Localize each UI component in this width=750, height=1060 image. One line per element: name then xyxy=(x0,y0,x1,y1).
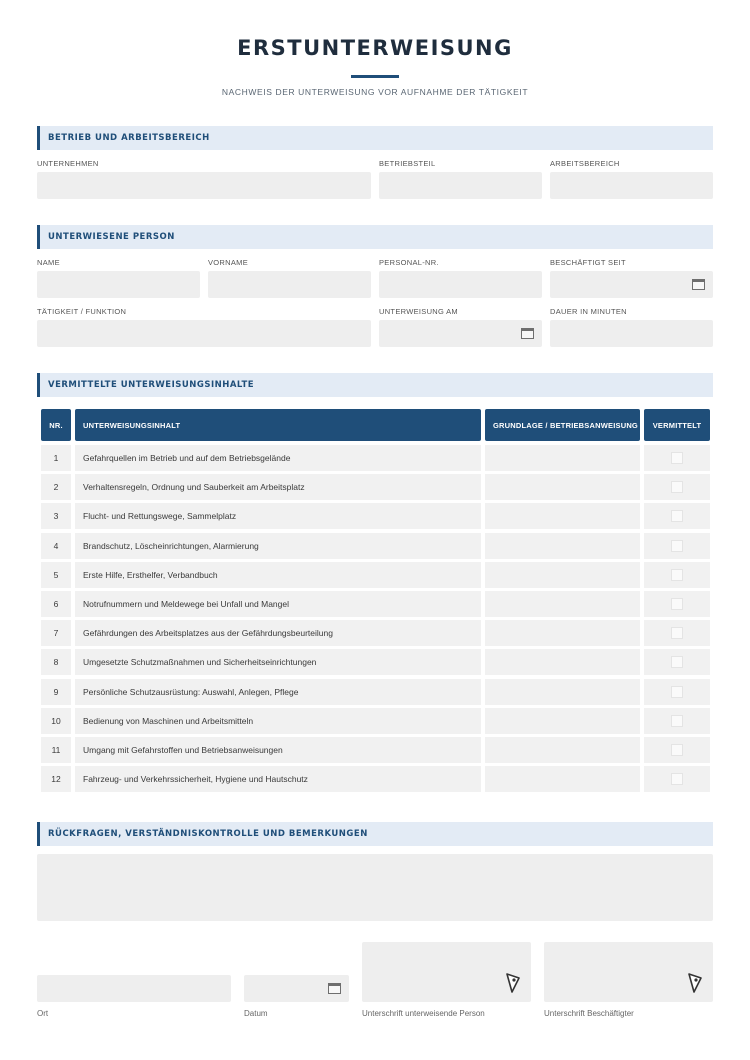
vermittelt-cell xyxy=(644,562,710,588)
label-dauer: DAUER IN MINUTEN xyxy=(550,307,627,316)
grundlage-field[interactable] xyxy=(485,737,640,763)
label-name: NAME xyxy=(37,258,60,267)
row-number: 12 xyxy=(41,766,71,792)
row-number: 5 xyxy=(41,562,71,588)
row-number: 8 xyxy=(41,649,71,675)
vermittelt-checkbox[interactable] xyxy=(671,510,683,522)
ort-field[interactable] xyxy=(37,975,231,1002)
label-unterweisung-am: UNTERWEISUNG AM xyxy=(379,307,458,316)
pen-icon xyxy=(505,972,521,994)
vermittelt-cell xyxy=(644,591,710,617)
calendar-icon[interactable] xyxy=(328,983,341,994)
section-header-inhalte xyxy=(37,373,713,397)
row-content: Gefahrquellen im Betrieb und auf dem Betriebsgelände xyxy=(75,445,481,471)
vermittelt-checkbox[interactable] xyxy=(671,773,683,785)
grundlage-field[interactable] xyxy=(485,474,640,500)
vermittelt-cell xyxy=(644,737,710,763)
vermittelt-cell xyxy=(644,503,710,529)
row-number: 1 xyxy=(41,445,71,471)
row-number: 9 xyxy=(41,679,71,705)
betriebsteil-field[interactable] xyxy=(379,172,542,199)
pen-icon xyxy=(687,972,703,994)
dauer-field[interactable] xyxy=(550,320,713,347)
vermittelt-cell xyxy=(644,708,710,734)
vermittelt-checkbox[interactable] xyxy=(671,744,683,756)
row-content: Verhaltensregeln, Ordnung und Sauberkeit am Arbeitsplatz xyxy=(75,474,481,500)
vermittelt-checkbox[interactable] xyxy=(671,686,683,698)
grundlage-field[interactable] xyxy=(485,591,640,617)
signature-pad-beschaeftigter[interactable] xyxy=(544,942,713,1002)
row-content: Bedienung von Maschinen und Arbeitsmitteln xyxy=(75,708,481,734)
name-field[interactable] xyxy=(37,271,200,298)
label-datum: Datum xyxy=(244,1009,268,1018)
row-content: Umgang mit Gefahrstoffen und Betriebsanweisungen xyxy=(75,737,481,763)
vermittelt-cell xyxy=(644,679,710,705)
calendar-icon[interactable] xyxy=(521,328,534,339)
section-title: UNTERWIESENE PERSON xyxy=(48,232,175,242)
vermittelt-cell xyxy=(644,766,710,792)
row-content: Gefährdungen des Arbeitsplatzes aus der Gefährdungsbeurteilung xyxy=(75,620,481,646)
grundlage-field[interactable] xyxy=(485,766,640,792)
grundlage-field[interactable] xyxy=(485,708,640,734)
vermittelt-checkbox[interactable] xyxy=(671,627,683,639)
row-number: 10 xyxy=(41,708,71,734)
vermittelt-cell xyxy=(644,649,710,675)
vermittelt-checkbox[interactable] xyxy=(671,715,683,727)
vermittelt-checkbox[interactable] xyxy=(671,452,683,464)
vermittelt-cell xyxy=(644,533,710,559)
row-number: 3 xyxy=(41,503,71,529)
grundlage-field[interactable] xyxy=(485,503,640,529)
signature-pad-unterweisend[interactable] xyxy=(362,942,531,1002)
vermittelt-checkbox[interactable] xyxy=(671,656,683,668)
row-content: Persönliche Schutzausrüstung: Auswahl, Anlegen, Pflege xyxy=(75,679,481,705)
grundlage-field[interactable] xyxy=(485,533,640,559)
bemerkungen-textarea[interactable] xyxy=(37,854,713,921)
title-underline xyxy=(351,75,399,78)
section-title: BETRIEB UND ARBEITSBEREICH xyxy=(48,133,210,143)
label-betriebsteil: BETRIEBSTEIL xyxy=(379,159,436,168)
row-content: Erste Hilfe, Ersthelfer, Verbandbuch xyxy=(75,562,481,588)
arbeitsbereich-field[interactable] xyxy=(550,172,713,199)
column-header-vermittelt: VERMITTELT xyxy=(644,409,710,441)
section-title: RÜCKFRAGEN, VERSTÄNDNISKONTROLLE UND BEMERKUNGEN xyxy=(48,829,368,839)
grundlage-field[interactable] xyxy=(485,445,640,471)
section-header-betrieb xyxy=(37,126,713,150)
section-title: VERMITTELTE UNTERWEISUNGSINHALTE xyxy=(48,380,255,390)
row-content: Fahrzeug- und Verkehrssicherheit, Hygiene und Hautschutz xyxy=(75,766,481,792)
row-content: Flucht- und Rettungswege, Sammelplatz xyxy=(75,503,481,529)
section-header-bemerkungen xyxy=(37,822,713,846)
page-title: ERSTUNTERWEISUNG xyxy=(237,36,513,60)
grundlage-field[interactable] xyxy=(485,649,640,675)
row-content: Brandschutz, Löscheinrichtungen, Alarmierung xyxy=(75,533,481,559)
unternehmen-field[interactable] xyxy=(37,172,371,199)
unterweisung-am-field[interactable] xyxy=(379,320,542,347)
row-number: 7 xyxy=(41,620,71,646)
datum-field[interactable] xyxy=(244,975,349,1002)
label-unternehmen: UNTERNEHMEN xyxy=(37,159,99,168)
vermittelt-checkbox[interactable] xyxy=(671,540,683,552)
column-header-inhalt: UNTERWEISUNGSINHALT xyxy=(75,409,481,441)
column-header-nr: NR. xyxy=(41,409,71,441)
label-vorname: VORNAME xyxy=(208,258,249,267)
column-header-grundlage: GRUNDLAGE / BETRIEBSANWEISUNG xyxy=(485,409,640,441)
vermittelt-checkbox[interactable] xyxy=(671,598,683,610)
calendar-icon[interactable] xyxy=(692,279,705,290)
vermittelt-cell xyxy=(644,620,710,646)
row-number: 6 xyxy=(41,591,71,617)
label-beschaeftigt-seit: BESCHÄFTIGT SEIT xyxy=(550,258,626,267)
label-arbeitsbereich: ARBEITSBEREICH xyxy=(550,159,620,168)
vermittelt-checkbox[interactable] xyxy=(671,481,683,493)
grundlage-field[interactable] xyxy=(485,620,640,646)
row-content: Notrufnummern und Meldewege bei Unfall und Mangel xyxy=(75,591,481,617)
row-number: 11 xyxy=(41,737,71,763)
label-taetigkeit: TÄTIGKEIT / FUNKTION xyxy=(37,307,127,316)
label-unterschrift-unterweisend: Unterschrift unterweisende Person xyxy=(362,1009,485,1018)
beschaeftigt-seit-field[interactable] xyxy=(550,271,713,298)
label-ort: Ort xyxy=(37,1009,49,1018)
row-number: 4 xyxy=(41,533,71,559)
personal-nr-field[interactable] xyxy=(379,271,542,298)
grundlage-field[interactable] xyxy=(485,562,640,588)
row-number: 2 xyxy=(41,474,71,500)
vorname-field[interactable] xyxy=(208,271,371,298)
taetigkeit-field[interactable] xyxy=(37,320,371,347)
row-content: Umgesetzte Schutzmaßnahmen und Sicherheitseinrichtungen xyxy=(75,649,481,675)
label-unterschrift-beschaeftigter: Unterschrift Beschäftigter xyxy=(544,1009,634,1018)
vermittelt-checkbox[interactable] xyxy=(671,569,683,581)
page-subtitle: NACHWEIS DER UNTERWEISUNG VOR AUFNAHME DER TÄTIGKEIT xyxy=(221,87,529,97)
grundlage-field[interactable] xyxy=(485,679,640,705)
vermittelt-cell xyxy=(644,474,710,500)
section-header-person xyxy=(37,225,713,249)
vermittelt-cell xyxy=(644,445,710,471)
label-personal-nr: PERSONAL-NR. xyxy=(379,258,439,267)
